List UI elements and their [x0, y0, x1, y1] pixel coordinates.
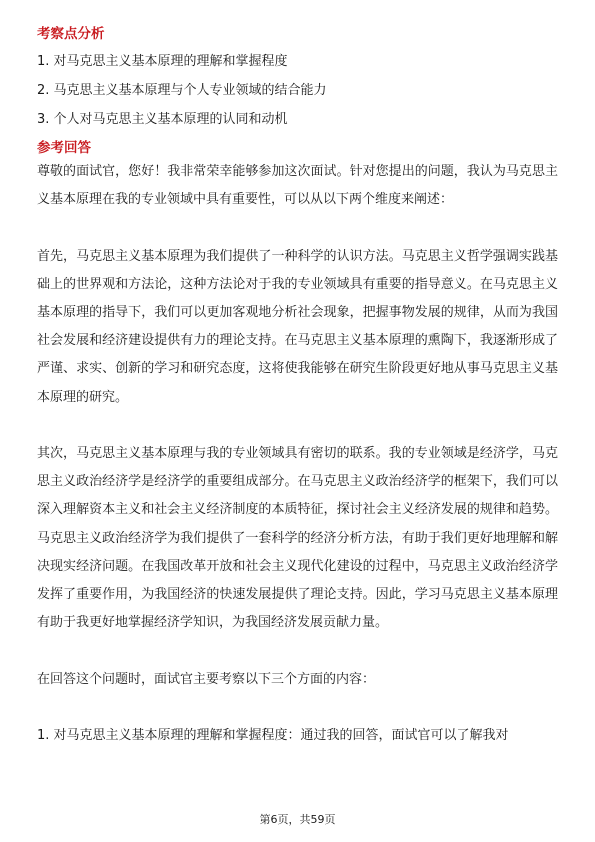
list-item: 1. 对马克思主义基本原理的理解和掌握程度 — [37, 54, 288, 69]
analysis-list — [37, 52, 558, 130]
paragraph-criteria-1: 1. 对马克思主义基本原理的理解和掌握程度：通过我的回答，面试官可以了解我对 — [37, 728, 509, 743]
list-item: 2. 马克思主义基本原理与个人专业领域的结合能力 — [37, 83, 327, 98]
section-heading-reference-answer: 参考回答 — [37, 140, 91, 156]
paragraph-intro-criteria: 在回答这个问题时，面试官主要考察以下三个方面的内容： — [37, 671, 376, 687]
list-item: 3. 个人对马克思主义基本原理的认同和动机 — [37, 112, 288, 127]
section-heading-analysis: 考察点分析 — [37, 26, 105, 42]
answer-body — [37, 158, 558, 750]
page-content — [37, 24, 558, 750]
page-number-footer: 第6页，共59页 — [259, 813, 336, 826]
paragraph-first-point: 首先，马克思主义基本原理为我们提供了一种科学的认识方法。马克思主义哲学强调实践基础上的世界观和方法论，这种方法论对于我的专业领域具有重要的指导意义。在马克思主义基本原理的指导下，我们可以更加客观地分析社会现象，把握事物发展的规律，从而为我国社会发展和经济建设提供有力的理论支持。在马克思主义基本原理的熏陶下，我逐渐形成了严谨、求实、创新的学习和研究态度，这将使我能够在研究生阶段更好地从事马克思主义基本原理的研究。 — [37, 248, 558, 405]
paragraph-second-point: 其次，马克思主义基本原理与我的专业领域具有密切的联系。我的专业领域是经济学，马克思主义政治经济学是经济学的重要组成部分。在马克思主义政治经济学的框架下，我们可以深入理解资本主义和社会主义经济制度的本质特征，探讨社会主义经济发展的规律和趋势。马克思主义政治经济学为我们提供了一套科学的经济分析方法，有助于我们更好地理解和解决现实经济问题。在我国改革开放和社会主义现代化建设的过程中，马克思主义政治经济学发挥了重要作用，为我国经济的快速发展提供了理论支持。因此，学习马克思主义基本原理有助于我更好地掌握经济学知识，为我国经济发展贡献力量。 — [37, 446, 558, 631]
paragraph-greeting: 尊敬的面试官，您好！我非常荣幸能够参加这次面试。针对您提出的问题，我认为马克思主义基本原理在我的专业领域中具有重要性，可以从以下两个维度来阐述： — [37, 164, 558, 208]
